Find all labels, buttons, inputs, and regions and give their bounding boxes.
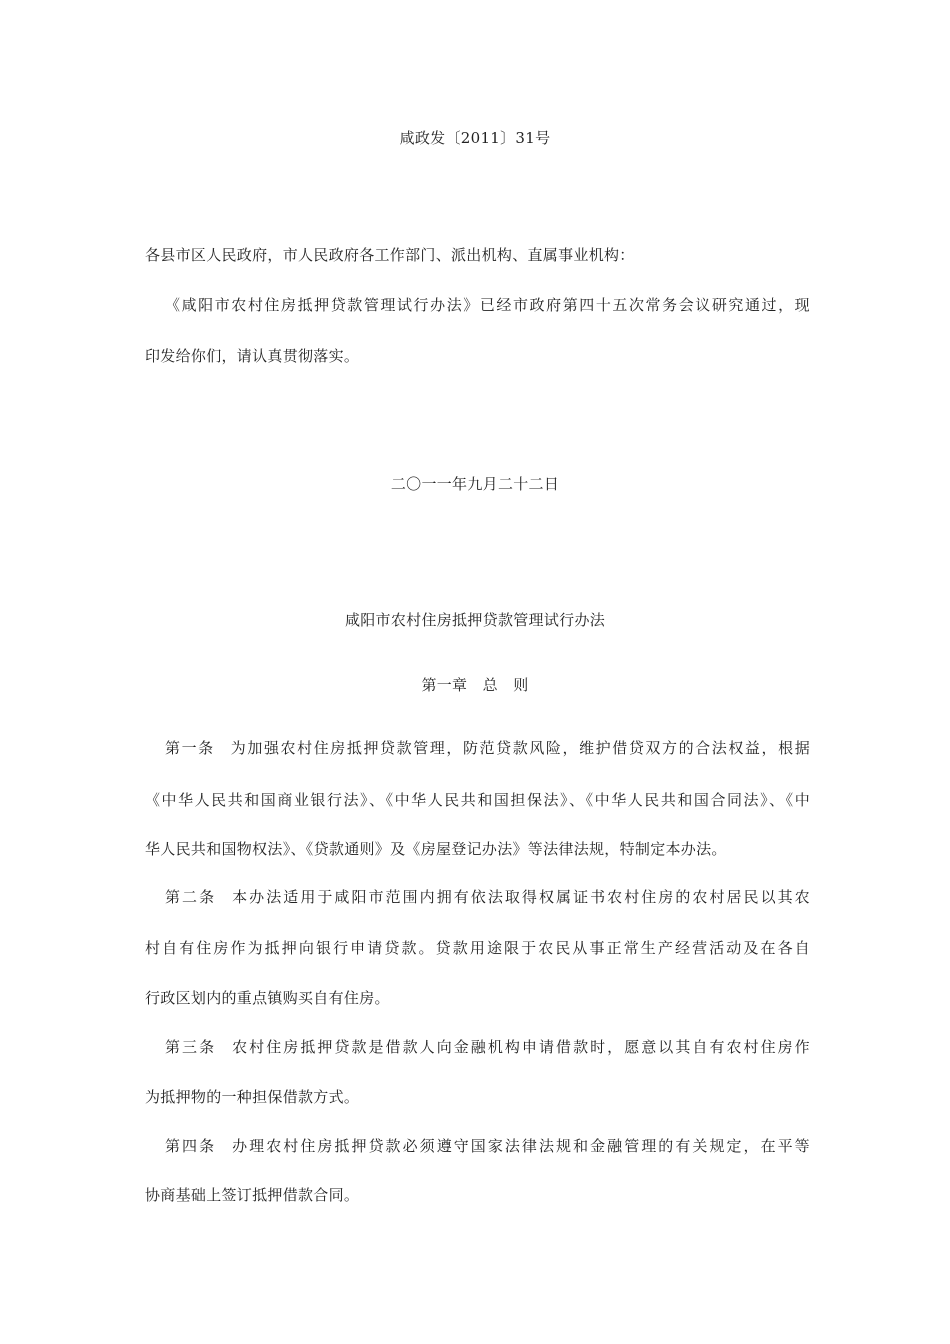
document-number: 咸政发〔2011〕31号 — [399, 129, 551, 147]
notice-paragraph-line-1: 《咸阳市农村住房抵押贷款管理试行办法》已经市政府第四十五次常务会议研究通过，现 — [165, 296, 810, 314]
article-2-line-1 — [145, 887, 810, 907]
article-2-line-2: 村自有住房作为抵押向银行申请贷款。贷款用途限于农民从事正常生产经营活动及在各自 — [145, 939, 810, 957]
article-1-line-1 — [145, 738, 810, 758]
regulation-title: 咸阳市农村住房抵押贷款管理试行办法 — [344, 611, 606, 629]
addressees: 各县市区人民政府，市人民政府各工作部门、派出机构、直属事业机构： — [145, 246, 635, 264]
article-1-line-2: 《中华人民共和国商业银行法》、《中华人民共和国担保法》、《中华人民共和国合同法》、《中 — [145, 791, 810, 809]
article-3-line-2: 为抵押物的一种担保借款方式。 — [145, 1088, 360, 1106]
article-2-line-3: 行政区划内的重点镇购买自有住房。 — [145, 989, 390, 1007]
article-4-line-2: 协商基础上签订抵押借款合同。 — [145, 1186, 360, 1204]
article-3-line-1 — [145, 1037, 810, 1057]
article-2-text-1: 本办法适用于咸阳市范围内拥有依法取得权属证书农村住房的农村居民以其农 — [232, 888, 810, 906]
notice-paragraph-line-2: 印发给你们，请认真贯彻落实。 — [145, 347, 360, 365]
article-2-label: 第二条 — [165, 888, 217, 906]
chapter-heading: 第一章 总 则 — [421, 676, 529, 694]
article-1-label: 第一条 — [165, 739, 215, 757]
issue-date: 二〇一一年九月二十二日 — [390, 475, 560, 493]
article-1-text-1: 为加强农村住房抵押贷款管理，防范贷款风险，维护借贷双方的合法权益，根据 — [230, 739, 810, 757]
article-3-label: 第三条 — [165, 1038, 217, 1056]
article-4-label: 第四条 — [165, 1137, 217, 1155]
article-1-line-3: 华人民共和国物权法》、《贷款通则》及《房屋登记办法》等法律法规，特制定本办法。 — [145, 840, 727, 858]
article-4-line-1 — [145, 1136, 810, 1156]
article-4-text-1: 办理农村住房抵押贷款必须遵守国家法律法规和金融管理的有关规定，在平等 — [232, 1137, 810, 1155]
article-3-text-1: 农村住房抵押贷款是借款人向金融机构申请借款时，愿意以其自有农村住房作 — [232, 1038, 810, 1056]
